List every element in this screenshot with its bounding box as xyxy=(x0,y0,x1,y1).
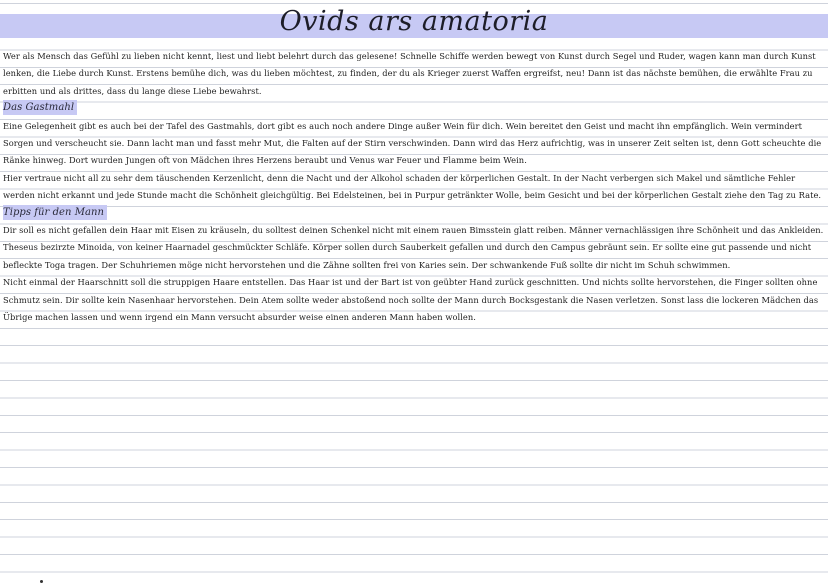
page-dot-mark xyxy=(40,580,43,583)
section-heading-row xyxy=(3,205,825,222)
section-heading-gastmahl: Das Gastmahl xyxy=(3,100,77,115)
gastmahl-paragraph-2: Hier vertraue nicht all zu sehr dem täuschenden Kerzenlicht, denn die Nacht und der Alkohol schaden der körperlichen Gestalt. In der Nacht verbergen sich Makel und sämtliche Fehler werden nicht erkannt und jede Stunde macht die Schönheit gleichgültig. Bei Edelsteinen, bei in Purpur getränkter Wolle, beim Gesicht und bei der körperlichen Gestalt ziehe den Tag zu Rate. xyxy=(3,172,822,201)
tipps-paragraph-1: Dir soll es nicht gefallen dein Haar mit Eisen zu kräuseln, du solltest deinen Schenkel nicht mit einem rauen Bimsstein glatt reiben. Männer vernachlässigen ihre Schönheit und das Ankleiden. Theseus bezirzte Minoida, von keiner Haarnadel geschmückter Schläfe. Körper sollen durch Sauberkeit gefallen und durch den Campus gebräunt sein. Er sollte eine gut passende und nicht befleckte Toga tragen. Der Schuhriemen möge nicht hervorstehen und die Zähne sollten frei von Karies sein. Der schwankende Fuß sollte dir nicht im Schuh schwimmen. xyxy=(3,225,824,270)
section-heading-row xyxy=(3,100,825,117)
intro-paragraph: Wer als Mensch das Gefühl zu lieben nicht kennt, liest und liebt belehrt durch das gelesene! Schnelle Schiffe werden bewegt von Kunst durch Segel und Ruder, wagen kann man durch Kunst lenken, die Liebe durch Kunst. Erstens bemühe dich, was du lieben möchtest, zu finden, der du als Krieger zuerst Waffen ergreifst, neu! Dann ist das nächste bemühen, die erwählte Frau zu erbitten und als drittes, dass du lange diese Liebe bewahrst. xyxy=(3,51,816,96)
section-heading-tipps: Tipps für den Mann xyxy=(3,205,107,220)
gastmahl-paragraph-1: Eine Gelegenheit gibt es auch bei der Tafel des Gastmahls, dort gibt es auch noch andere Dinge außer Wein für dich. Wein bereitet den Geist und macht ihn empfänglich. Wein vermindert Sorgen und verscheucht sie. Dann lacht man und fasst mehr Mut, die Falten auf der Stirn verschwinden. Dann wird das Herz aufrichtig, was in unserer Zeit selten ist, denn Gott scheuchte die Ränke hinweg. Dort wurden Jungen oft von Mädchen ihres Herzens beraubt und Venus war Feuer und Flamme beim Wein. xyxy=(3,120,822,166)
tipps-paragraph-2: Nicht einmal der Haarschnitt soll die struppigen Haare entstellen. Das Haar ist und der Bart ist von geübter Hand zurück geschnitten. Und nichts sollte hervorstehen, die Finger sollten ohne Schmutz sein. Dir sollte kein Nasenhaar hervorstehen. Dein Atem sollte weder abstoßend noch sollte der Mann durch Bocksgestank die Nasen verletzen. Sonst lass die lockeren Mädchen das Übrige machen lassen und wenn irgend ein Mann versucht absurder weise einen anderen Mann haben wollen. xyxy=(3,277,819,323)
document-body xyxy=(3,48,825,326)
page-title: Ovids ars amatoria xyxy=(279,6,549,37)
